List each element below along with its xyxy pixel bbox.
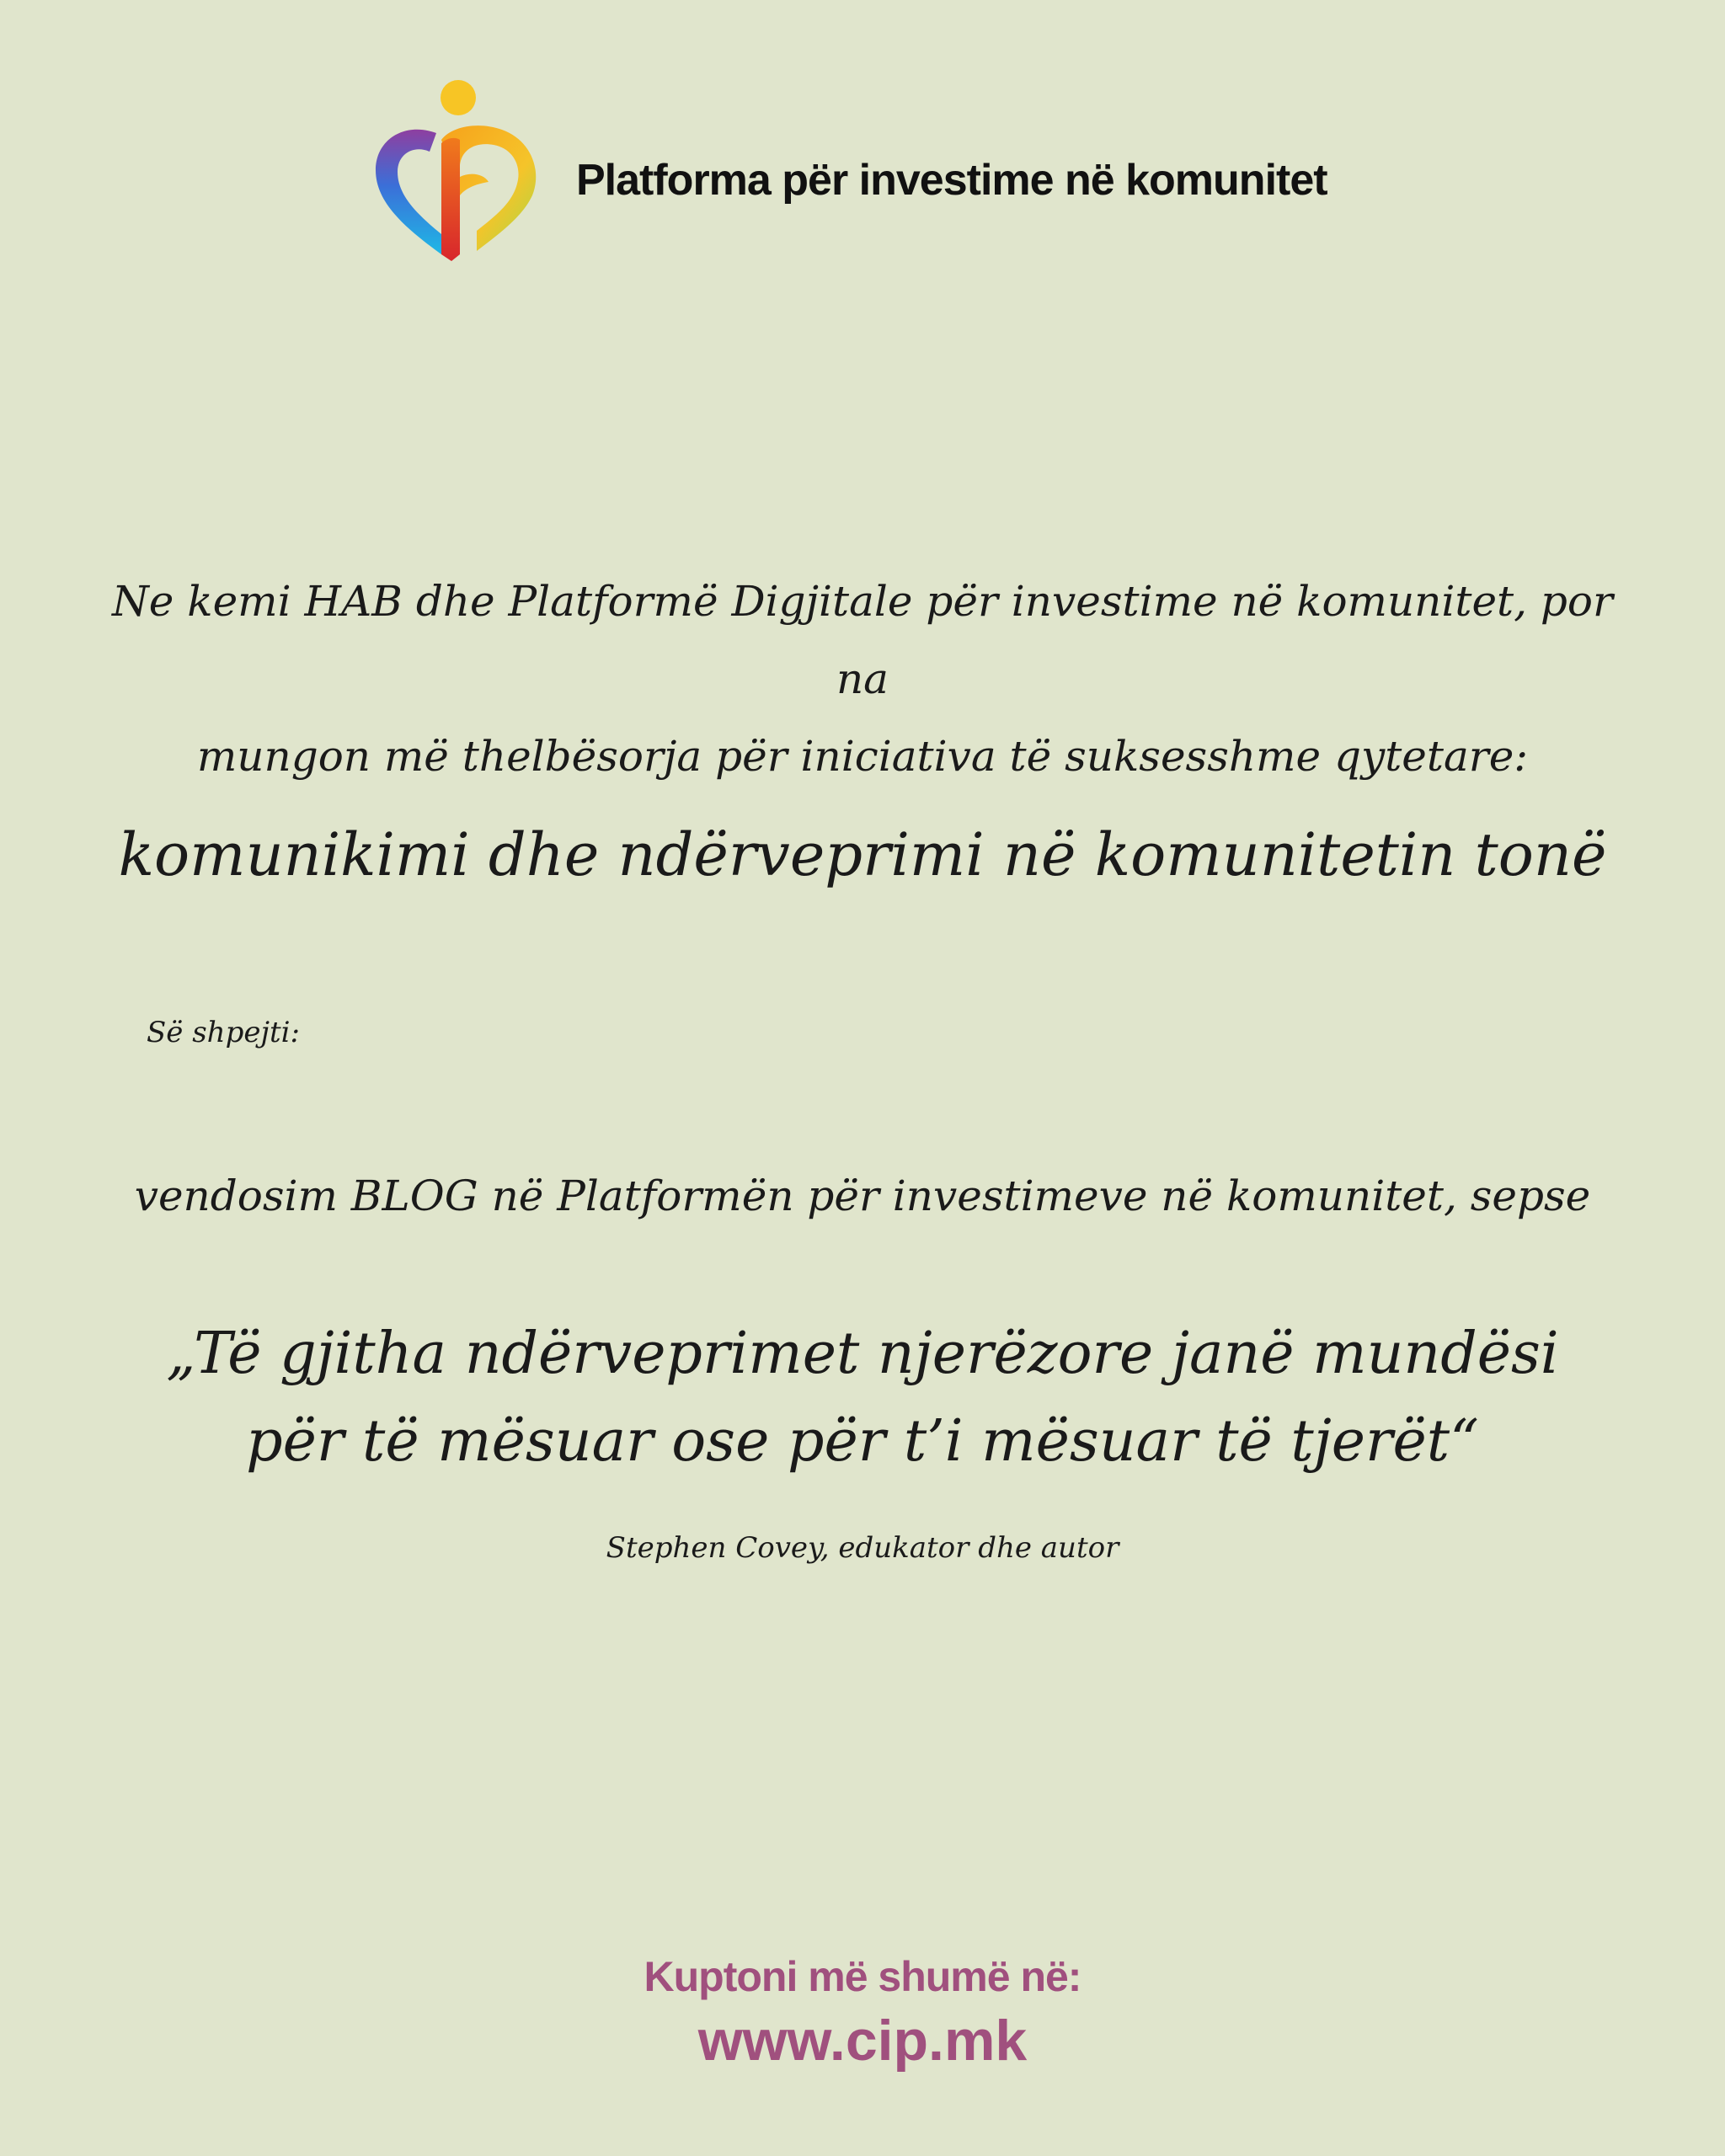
- quote: [101, 1310, 1624, 1486]
- intro-paragraph: [101, 563, 1624, 795]
- soon-label: Së shpejti:: [147, 1016, 300, 1049]
- intro-line-2: mungon më thelbësorja për iniciativa të suksesshme qytetare:: [196, 732, 1529, 781]
- highlight-heading: komunikimi dhe ndërveprimi në komunitetin tonë: [118, 820, 1607, 889]
- header: [371, 77, 1381, 263]
- quote-author: Stephen Covey, edukator dhe autor: [606, 1531, 1119, 1565]
- intro-line-1: Ne kemi HAB dhe Platformë Digjitale për investime në komunitet, por na: [112, 577, 1613, 703]
- quote-line-2: për të mësuar ose për t’i mësuar të tjerët“: [246, 1408, 1479, 1475]
- cip-heart-logo-icon: [371, 77, 547, 263]
- footer-label: Kuptoni më shumë në:: [644, 1953, 1081, 2000]
- footer-url-link[interactable]: www.cip.mk: [697, 2009, 1028, 2073]
- quote-line-1: „Të gjitha ndërveprimet njerëzore janë mundësi: [166, 1321, 1559, 1387]
- blog-announcement: vendosim BLOG në Platformën për investimeve në komunitet, sepse: [134, 1171, 1591, 1220]
- brand-title: Platforma për investime në komunitet: [576, 156, 1327, 205]
